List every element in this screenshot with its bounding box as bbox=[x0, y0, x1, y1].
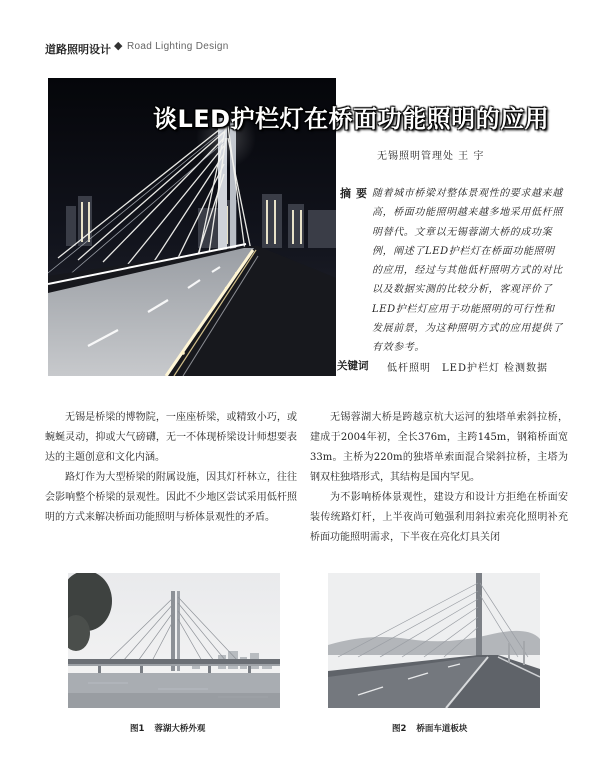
bridge-exterior-illustration bbox=[68, 573, 280, 708]
keyword: 检测数据 bbox=[504, 363, 548, 374]
figure-caption-text: 桥面车道板块 bbox=[416, 724, 468, 734]
figure-1-caption bbox=[130, 722, 205, 734]
paragraph: 为不影响桥体景观性，建设方和设计方拒绝在桥面安装传统路灯杆，上半夜尚可勉强利用斜拉索亮化照明补充桥面功能照明需求，下半夜在亮化灯具关闭 bbox=[310, 492, 568, 543]
keyword: 低杆照明 bbox=[387, 363, 431, 374]
paragraph: 无锡是桥梁的博物院，一座座桥梁，或精致小巧，或蜿蜒灵动，抑或大气磅礴，无一不体现桥梁设计师想要表达的主题创意和文化内涵。 bbox=[45, 412, 297, 463]
abstract-text: 随着城市桥梁对整体景观性的要求越来越高，桥面功能照明越来越多地采用低杆照明替代。文章以无锡蓉湖大桥的成功案例，阐述了LED护栏灯在桥面功能照明的应用，经过与其他低杆照明方式的对比以及数据实测的比较分析，客观评价了LED护栏灯应用于功能照明的可行性和发展前景，为这种照明方式的应用提供了有效参考。 bbox=[372, 188, 563, 354]
figure-2-photo bbox=[328, 573, 540, 708]
figure-caption-text: 蓉湖大桥外观 bbox=[154, 724, 206, 734]
body-column-right bbox=[310, 408, 568, 548]
keywords-label: 关键词 bbox=[337, 360, 369, 372]
body-column-left bbox=[45, 408, 297, 528]
section-subtitle: Road Lighting Design bbox=[127, 41, 229, 52]
figure-2-caption bbox=[392, 722, 467, 734]
author: 无锡照明管理处 王 宇 bbox=[377, 151, 485, 162]
figure-number: 图2 bbox=[392, 724, 407, 734]
figure-1-photo bbox=[68, 573, 280, 708]
article-title: 谈LED护栏灯在桥面功能照明的应用 bbox=[153, 105, 550, 133]
figure-number: 图1 bbox=[130, 724, 145, 734]
section-title: 道路照明设计 bbox=[45, 43, 111, 56]
paragraph: 路灯作为大型桥梁的附属设施，因其灯杆林立，往往会影响整个桥梁的景观性。因此不少地区尝试采用低杆照明的方式来解决桥面功能照明与桥体景观性的矛盾。 bbox=[45, 472, 297, 523]
bridge-deck-illustration bbox=[328, 573, 540, 708]
abstract-label: 摘要 bbox=[340, 187, 372, 200]
paragraph: 无锡蓉湖大桥是跨越京杭大运河的独塔单索斜拉桥，建成于2004年初，全长376m，主跨145m，钢箱桥面宽33m。主桥为220m的独塔单索面混合梁斜拉桥，主塔为钢双柱独塔形式，其结构是国内罕见。 bbox=[310, 412, 568, 483]
bullet-icon: ◆ bbox=[114, 39, 123, 52]
keyword: LED护栏灯 bbox=[442, 363, 500, 374]
